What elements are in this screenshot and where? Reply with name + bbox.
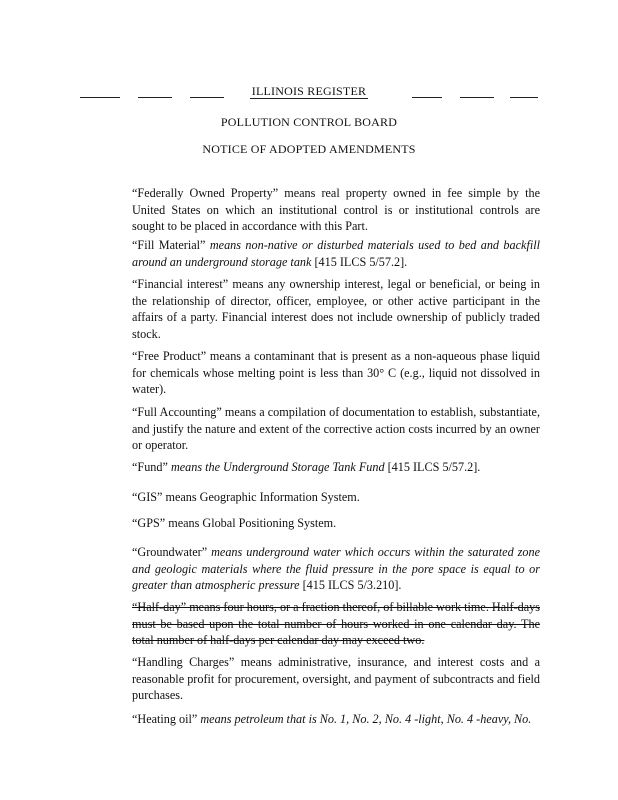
- definition-heating-oil: [132, 711, 540, 728]
- statutory-text: means petroleum that is No. 1, No. 2, No. 4 -light, No. 4 -heavy, No.: [197, 712, 532, 726]
- statutory-text: means non-native or disturbed materials used to bed and backfill around an underground storage tank: [132, 238, 540, 269]
- definition-text: “Handling Charges” means administrative, insurance, and interest costs and a reasonable profit for procurement, oversight, and payment of subcontracts and field purchases.: [132, 655, 540, 702]
- definition-term: “Fund”: [132, 460, 168, 474]
- board-title: POLLUTION CONTROL BOARD: [220, 115, 398, 129]
- definition-text: “Federally Owned Property” means real property owned in fee simple by the United States on which an institutional control is or institutional controls are sought to be placed in accordance with this Part.: [132, 186, 540, 233]
- definition-term: “Groundwater”: [132, 545, 208, 559]
- statute-citation: [415 ILCS 5/57.2].: [384, 460, 481, 474]
- definition-federally-owned-property: [132, 185, 540, 235]
- definition-text: “Full Accounting” means a compilation of documentation to establish, substantiate, and justify the nature and extent of the corrective action costs incurred by an owner or operator.: [132, 405, 540, 452]
- definition-text: “GIS” means Geographic Information System.: [132, 490, 360, 504]
- definition-full-accounting: [132, 404, 540, 454]
- definition-gis: [132, 489, 540, 506]
- definition-text: [132, 459, 540, 476]
- definition-free-product: [132, 348, 540, 398]
- definition-handling-charges: [132, 654, 540, 704]
- statute-citation: [415 ILCS 5/3.210].: [299, 578, 402, 592]
- definition-text: [132, 544, 540, 594]
- definition-half-day-deleted: [132, 599, 540, 649]
- deleted-text: “Half-day” means four hours, or a fraction thereof, of billable work time. Half-days must be based upon the total number of hours worked in one calendar day. The total number of half-days per calendar day may exceed two.: [132, 600, 540, 647]
- definition-fill-material: [132, 237, 540, 270]
- register-title: [0, 84, 618, 99]
- register-title-text: ILLINOIS REGISTER: [251, 84, 367, 98]
- statutory-text: means underground water which occurs within the saturated zone and geologic materials where the fluid pressure in the pore space is equal to or greater than atmospheric pressure: [132, 545, 540, 592]
- statutory-text: means the Underground Storage Tank Fund: [167, 460, 385, 474]
- definition-groundwater: [132, 544, 540, 594]
- definition-fund: [132, 459, 540, 476]
- definition-text: [132, 237, 540, 270]
- definition-gps: [132, 515, 540, 532]
- definition-text: [132, 711, 540, 728]
- definition-financial-interest: [132, 276, 540, 342]
- definition-text: “Free Product” means a contaminant that is present as a non-aqueous phase liquid for chemicals whose melting point is less than 30° C (e.g., liquid not dissolved in water).: [132, 349, 540, 396]
- definition-term: “Heating oil”: [132, 712, 198, 726]
- notice-title: NOTICE OF ADOPTED AMENDMENTS: [202, 142, 416, 156]
- definition-text: “Financial interest” means any ownership interest, legal or beneficial, or being in the relationship of director, officer, employee, or other active participant in the affairs of a party. Financial interest does not include ownership of publicly traded stock.: [132, 277, 540, 341]
- definition-term: “Fill Material”: [132, 238, 206, 252]
- definition-text: “GPS” means Global Positioning System.: [132, 516, 337, 530]
- statute-citation: [415 ILCS 5/57.2].: [311, 254, 408, 269]
